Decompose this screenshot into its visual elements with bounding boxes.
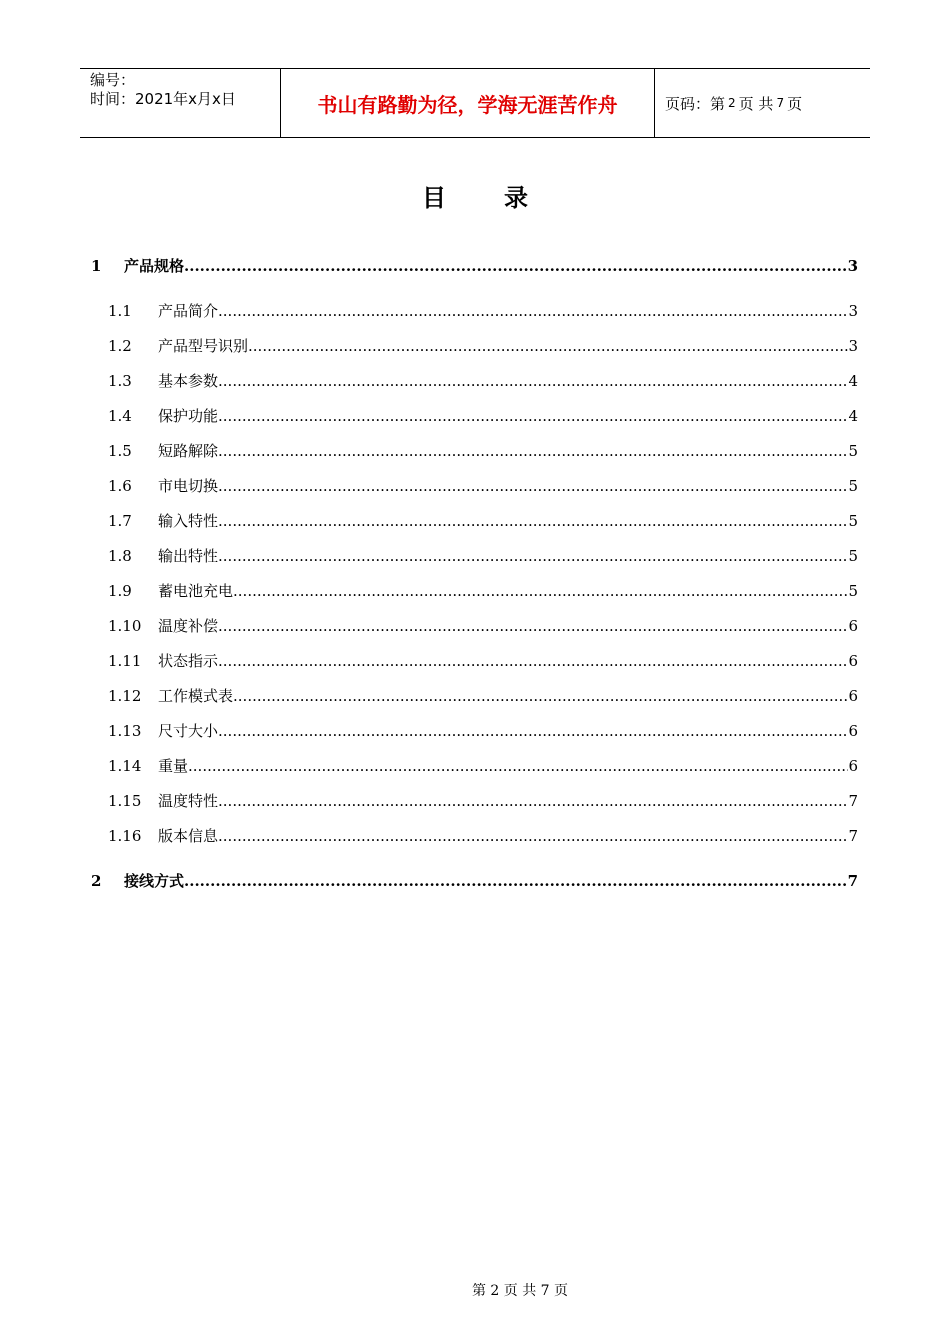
toc-entry-label: [158, 754, 858, 778]
toc-entry[interactable]: [0, 544, 950, 568]
toc-leader-dots: [218, 719, 848, 743]
toc-entry-label: [158, 614, 858, 638]
toc-leader-dots: [218, 614, 848, 638]
toc-entry-page: 3: [848, 302, 858, 320]
toc-entry-text: 输入特性: [158, 512, 219, 530]
toc-entry-text: 短路解除: [158, 442, 219, 460]
toc-leader-dots: [184, 869, 848, 893]
toc-entry-label: [158, 824, 858, 848]
toc-entry-page: 4: [848, 407, 858, 425]
toc-leader-dots: [218, 369, 848, 393]
toc-entry-page: 4: [848, 372, 858, 390]
toc-entry-label: [158, 334, 858, 358]
toc-entry-text: 尺寸大小: [158, 722, 219, 740]
toc-entry-number: 1.5: [108, 442, 132, 460]
toc-title: [0, 178, 950, 213]
toc-entry-text: 版本信息: [158, 827, 219, 845]
toc-entry-number: 1.8: [108, 547, 132, 565]
toc-entry-text: 产品简介: [158, 302, 219, 320]
toc-entry-label: [158, 404, 858, 428]
toc-leader-dots: [233, 684, 848, 708]
toc-title-right: 录: [504, 183, 528, 212]
toc-entry-number: 1.15: [108, 792, 142, 810]
toc-entry-label: [124, 869, 858, 893]
toc-leader-dots: [218, 509, 848, 533]
toc-leader-dots: [184, 254, 848, 278]
toc-entry-text: 保护功能: [158, 407, 219, 425]
toc-entry-page: 6: [848, 757, 858, 775]
page-current: 2: [728, 96, 736, 110]
toc-entry-page: 3: [847, 257, 858, 275]
page-mid: 页 共: [738, 94, 774, 113]
toc-entry[interactable]: [0, 754, 950, 778]
toc-entry-label: [158, 579, 858, 603]
toc-entry-number: 1.13: [108, 722, 142, 740]
toc-entry-number: 1.16: [108, 827, 142, 845]
toc-entry-label: [158, 544, 858, 568]
page-suffix: 页: [787, 94, 803, 113]
toc-entry-page: 6: [848, 652, 858, 670]
toc-leader-dots: [218, 299, 848, 323]
toc-entry[interactable]: [0, 684, 950, 708]
toc-entry-text: 产品规格: [124, 257, 185, 275]
toc-entry-label: [158, 649, 858, 673]
toc-entry-number: 1.7: [108, 512, 132, 530]
toc-entry-number: 1.12: [108, 687, 142, 705]
toc-entry-label: [158, 509, 858, 533]
toc-entry-label: [158, 684, 858, 708]
toc-entry[interactable]: [0, 334, 950, 358]
toc-entry-text: 基本参数: [158, 372, 219, 390]
toc-entry-text: 工作模式表: [158, 687, 234, 705]
toc-entry-number: 1.4: [108, 407, 132, 425]
toc-entry[interactable]: [0, 404, 950, 428]
toc-entry-text: 温度补偿: [158, 617, 219, 635]
toc-entry[interactable]: [0, 439, 950, 463]
toc-leader-dots: [218, 789, 848, 813]
toc-entry-page: 7: [848, 827, 858, 845]
toc-entry[interactable]: [0, 509, 950, 533]
toc-title-left: 目: [422, 183, 446, 212]
toc-entry-number: 1.3: [108, 372, 132, 390]
toc-entry-page: 3: [848, 337, 858, 355]
toc-entry-number: 1.2: [108, 337, 132, 355]
document-time-label: 时间：2021年x月x日: [90, 90, 236, 108]
toc-entry-text: 重量: [158, 757, 189, 775]
toc-entry[interactable]: [0, 824, 950, 848]
page-footer: 第 2 页 共 7 页: [471, 1283, 569, 1299]
toc-leader-dots: [218, 474, 848, 498]
toc-entry-text: 蓄电池充电: [158, 582, 234, 600]
toc-entry-label: [124, 254, 858, 278]
toc-entry-text: 温度特性: [158, 792, 219, 810]
toc-entry-page: 5: [848, 582, 858, 600]
toc-entry[interactable]: [0, 614, 950, 638]
toc-entry-page: 6: [848, 687, 858, 705]
document-code-label: 编号：: [90, 71, 136, 89]
toc-entry-text: 输出特性: [158, 547, 219, 565]
page-prefix: 页码：第: [665, 94, 726, 113]
toc-entry-label: [158, 474, 858, 498]
toc-entry-page: 5: [848, 547, 858, 565]
toc-leader-dots: [218, 544, 848, 568]
toc-entry-label: [158, 789, 858, 813]
toc-entry-number: 1.11: [108, 652, 142, 670]
toc-entry[interactable]: [0, 719, 950, 743]
toc-entry-number: 1: [91, 257, 102, 275]
toc-entry-text: 产品型号识别: [158, 337, 249, 355]
toc-entry[interactable]: [0, 579, 950, 603]
toc-entry-page: 6: [848, 722, 858, 740]
header-page-info: [655, 69, 870, 137]
toc-entry-number: 1.6: [108, 477, 132, 495]
toc-entry[interactable]: [0, 869, 950, 893]
toc-leader-dots: [188, 754, 848, 778]
toc-entry-text: 接线方式: [124, 872, 185, 890]
toc-entry-number: 1.9: [108, 582, 132, 600]
toc-entry-page: 5: [848, 512, 858, 530]
toc-entry[interactable]: [0, 299, 950, 323]
toc-entry[interactable]: [0, 369, 950, 393]
toc-entry-label: [158, 719, 858, 743]
toc-entry-page: 6: [848, 617, 858, 635]
header-meta: [80, 69, 281, 137]
toc-entry-page: 5: [848, 477, 858, 495]
toc-entry-label: [158, 439, 858, 463]
toc-entry[interactable]: [0, 474, 950, 498]
toc-leader-dots: [218, 649, 848, 673]
toc-entry-number: 1.14: [108, 757, 142, 775]
toc-leader-dots: [218, 824, 848, 848]
toc-entry-page: 7: [848, 792, 858, 810]
toc-entry-label: [158, 299, 858, 323]
toc-entry[interactable]: [0, 254, 950, 278]
toc-entry-number: 1.10: [108, 617, 142, 635]
toc-entry-text: 状态指示: [158, 652, 219, 670]
toc-entry[interactable]: [0, 649, 950, 673]
page-header: [80, 68, 870, 138]
toc-leader-dots: [218, 439, 848, 463]
header-motto: 书山有路勤为径，学海无涯苦作舟: [281, 69, 655, 137]
page-total: 7: [776, 96, 785, 110]
toc-leader-dots: [248, 334, 848, 358]
toc-entry-page: 7: [847, 872, 858, 890]
toc-leader-dots: [218, 404, 848, 428]
toc-entry-text: 市电切换: [158, 477, 219, 495]
toc-entry-number: 2: [91, 872, 102, 890]
toc-entry-page: 5: [848, 442, 858, 460]
toc-entry[interactable]: [0, 789, 950, 813]
toc-entry-number: 1.1: [108, 302, 132, 320]
toc-entry-label: [158, 369, 858, 393]
toc-leader-dots: [233, 579, 848, 603]
